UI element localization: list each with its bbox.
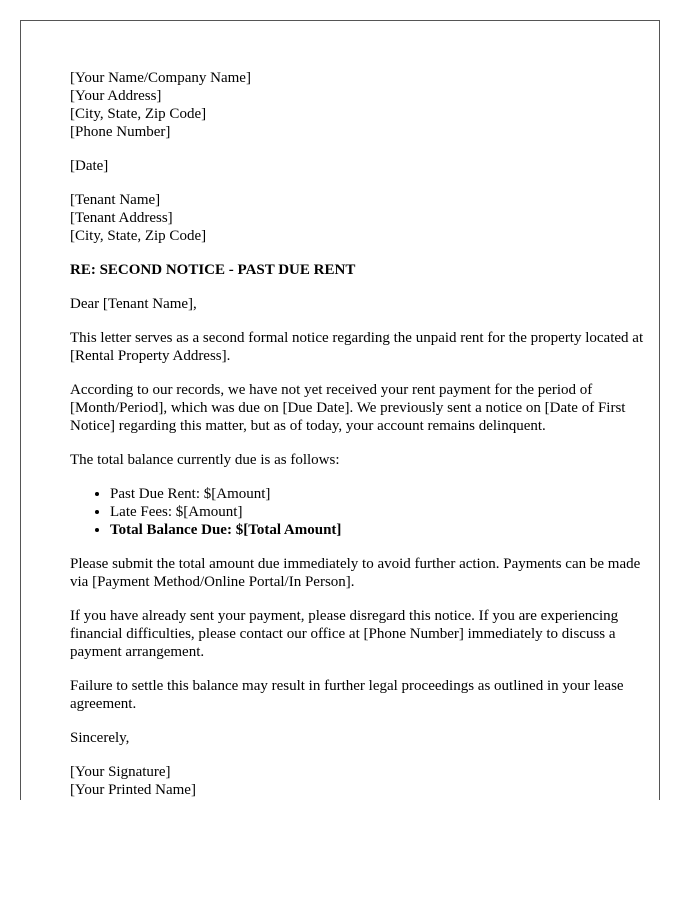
subject-line: RE: SECOND NOTICE - PAST DUE RENT bbox=[70, 262, 356, 278]
recipient-city: [City, State, Zip Code] bbox=[70, 228, 207, 244]
recipient-name: [Tenant Name] bbox=[70, 192, 161, 208]
sender-address: [Your Address] bbox=[70, 88, 162, 104]
sender-name: [Your Name/Company Name] bbox=[70, 70, 251, 86]
sender-phone: [Phone Number] bbox=[70, 124, 171, 140]
sender-block bbox=[70, 69, 660, 141]
paragraph-payment: Please submit the total amount due immediately to avoid further action. Payments can be made via [Payment Method/Online Portal/In Person]. bbox=[70, 556, 641, 590]
salutation: Dear [Tenant Name], bbox=[70, 296, 197, 312]
paragraph-hardship: If you have already sent your payment, please disregard this notice. If you are experiencing financial difficulties, please contact our office at [Phone Number] immediately to discuss a payment arrangement. bbox=[70, 608, 619, 660]
balance-list bbox=[70, 485, 660, 539]
balance-item-total: • Total Balance Due: $[Total Amount] bbox=[110, 521, 660, 539]
letter-date: [Date] bbox=[70, 158, 109, 174]
balance-item-rent: • Past Due Rent: $[Amount] bbox=[110, 485, 660, 503]
recipient-block bbox=[70, 191, 660, 245]
paragraph-records: According to our records, we have not yet received your rent payment for the period of [Month/Period], which was due on [Due Date]. We previously sent a notice on [Date of First Notice] regarding this matter, but as of today, your account remains delinquent. bbox=[70, 382, 626, 434]
letter-page bbox=[20, 20, 660, 800]
paragraph-legal: Failure to settle this balance may result in further legal proceedings as outlined in your lease agreement. bbox=[70, 678, 624, 712]
letter-body bbox=[70, 69, 660, 815]
paragraph-balance-intro: The total balance currently due is as follows: bbox=[70, 452, 340, 468]
signature-block bbox=[70, 763, 660, 799]
sender-city: [City, State, Zip Code] bbox=[70, 106, 207, 122]
balance-item-late-fees: • Late Fees: $[Amount] bbox=[110, 503, 660, 521]
signoff: Sincerely, bbox=[70, 730, 130, 746]
recipient-address: [Tenant Address] bbox=[70, 210, 173, 226]
paragraph-intro: This letter serves as a second formal notice regarding the unpaid rent for the property located at [Rental Property Address]. bbox=[70, 330, 644, 364]
signature-placeholder: [Your Signature] bbox=[70, 764, 171, 780]
printed-name: [Your Printed Name] bbox=[70, 782, 196, 798]
